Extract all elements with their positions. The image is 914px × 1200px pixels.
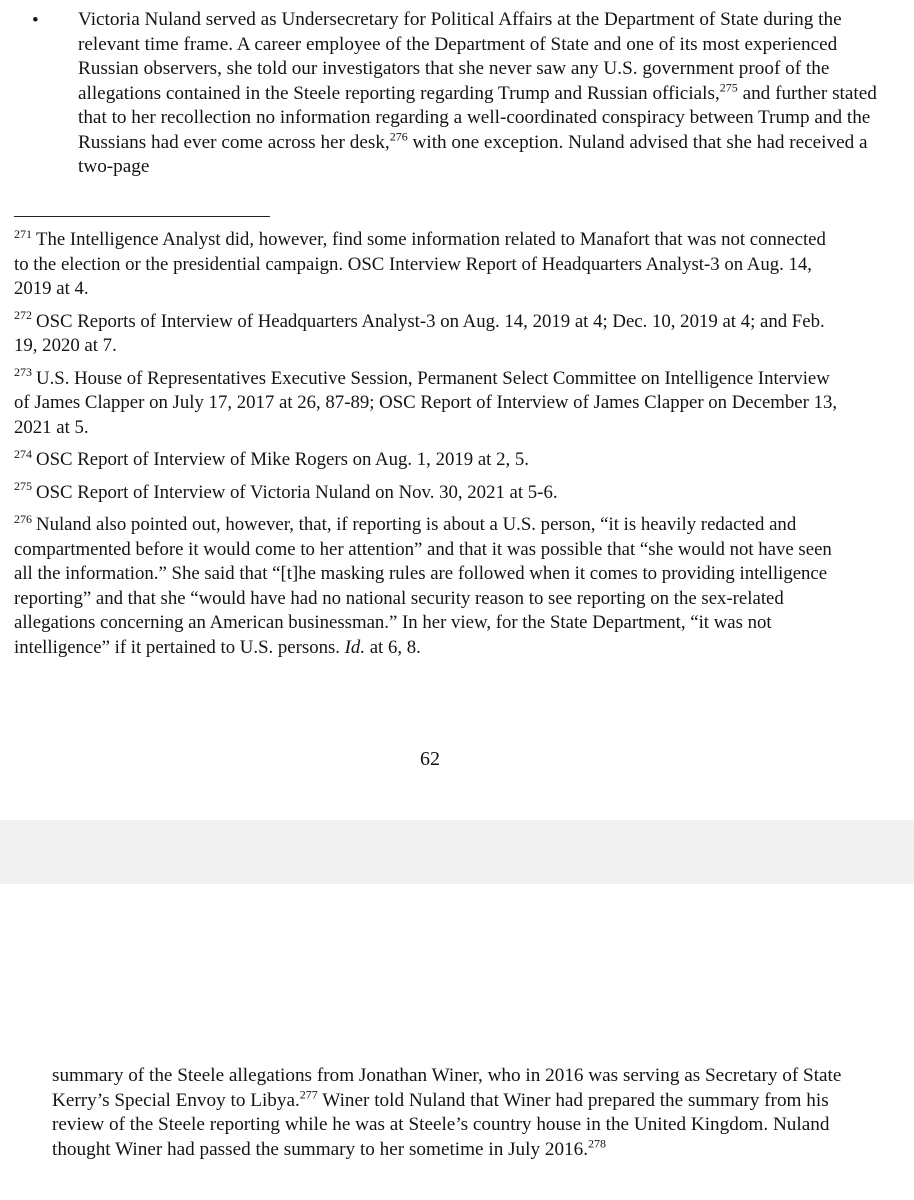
- bullet-text-part-1: Victoria Nuland served as Undersecretary for Political Affairs at the Department of State during the relevant time frame. A career employee of the Department of State and one of its most experienced Russian observers, she told our investigators that she never saw any U.S. government proof of the allegations contained in the Steele reporting regarding Trump and Russian officials,: [78, 9, 842, 104]
- footnote-ref-277[interactable]: 277: [299, 1087, 318, 1102]
- footnotes: [14, 228, 844, 668]
- footnote-ref-276[interactable]: 276: [389, 129, 408, 144]
- footnote-ref-275[interactable]: 275: [719, 80, 738, 95]
- footnote-number: 275: [14, 479, 32, 494]
- footnote-text: OSC Reports of Interview of Headquarters Analyst-3 on Aug. 14, 2019 at 4; Dec. 10, 2019 at 4; and Feb. 19, 2020 at 7.: [14, 310, 825, 356]
- footnote-271: [14, 228, 844, 302]
- footnote-text: OSC Report of Interview of Victoria Nuland on Nov. 30, 2021 at 5-6.: [36, 481, 558, 503]
- bullet-paragraph-text: [78, 8, 890, 180]
- footnote-number: 276: [14, 511, 32, 526]
- id-citation: Id.: [344, 636, 366, 658]
- continuation-paragraph: [52, 1064, 882, 1162]
- bullet-paragraph: [30, 8, 890, 180]
- footnote-272: [14, 310, 844, 359]
- footnote-number: 274: [14, 446, 32, 461]
- footnote-text: The Intelligence Analyst did, however, find some information related to Manafort that was not connected to the election or the presidential campaign. OSC Interview Report of Headquarters Analyst-3 on Aug. 14, 2019 at 4.: [14, 229, 826, 299]
- page-63: [0, 884, 914, 1200]
- footnote-ref-278[interactable]: 278: [588, 1136, 607, 1151]
- footnote-276: [14, 513, 844, 660]
- footnote-text-tail: at 6, 8.: [365, 636, 421, 658]
- footnote-text: Nuland also pointed out, however, that, if reporting is about a U.S. person, “it is heavily redacted and compartmented before it would come to her attention” and that it was possible that “she would not have seen all the information.” She said that “[t]he masking rules are followed when it comes to providing intelligence reporting” and that she “would have had no national security reason to see reporting on the sex-related allegations concerning an American businessman.” In her view, for the State Department, “it was not intelligence” if it pertained to U.S. persons.: [14, 514, 832, 658]
- bullet-marker: •: [32, 10, 39, 31]
- footnote-274: [14, 448, 844, 473]
- footnote-text: U.S. House of Representatives Executive Session, Permanent Select Committee on Intelligence Interview of James Clapper on July 17, 2017 at 26, 87-89; OSC Report of Interview of James Clapper on December 13, 2021 at 5.: [14, 367, 838, 438]
- footnote-divider: [14, 216, 270, 217]
- footnote-number: 271: [14, 226, 32, 241]
- bullet-text-part-2: and further stated that to her recollection no information regarding a well-coordinated conspiracy between Trump and the Russians had ever come across her desk,: [78, 82, 877, 153]
- footnote-275: [14, 481, 844, 506]
- page-separator: [0, 820, 914, 884]
- footnote-number: 273: [14, 365, 32, 380]
- footnote-273: [14, 367, 844, 441]
- continuation-text-part-2: Winer told Nuland that Winer had prepared the summary from his review of the Steele reporting while he was at Steele’s country house in the United Kingdom. Nuland thought Winer had passed the summary to her sometime in July 2016.: [52, 1089, 830, 1160]
- footnote-text: OSC Report of Interview of Mike Rogers on Aug. 1, 2019 at 2, 5.: [36, 449, 529, 470]
- footnote-number: 272: [14, 308, 32, 323]
- bullet-text-part-3: with one exception. Nuland advised that she had received a two-page: [78, 131, 868, 177]
- page-number: 62: [420, 748, 440, 770]
- continuation-text-part-1: summary of the Steele allegations from Jonathan Winer, who in 2016 was serving as Secretary of State Kerry’s Special Envoy to Libya.: [52, 1065, 842, 1111]
